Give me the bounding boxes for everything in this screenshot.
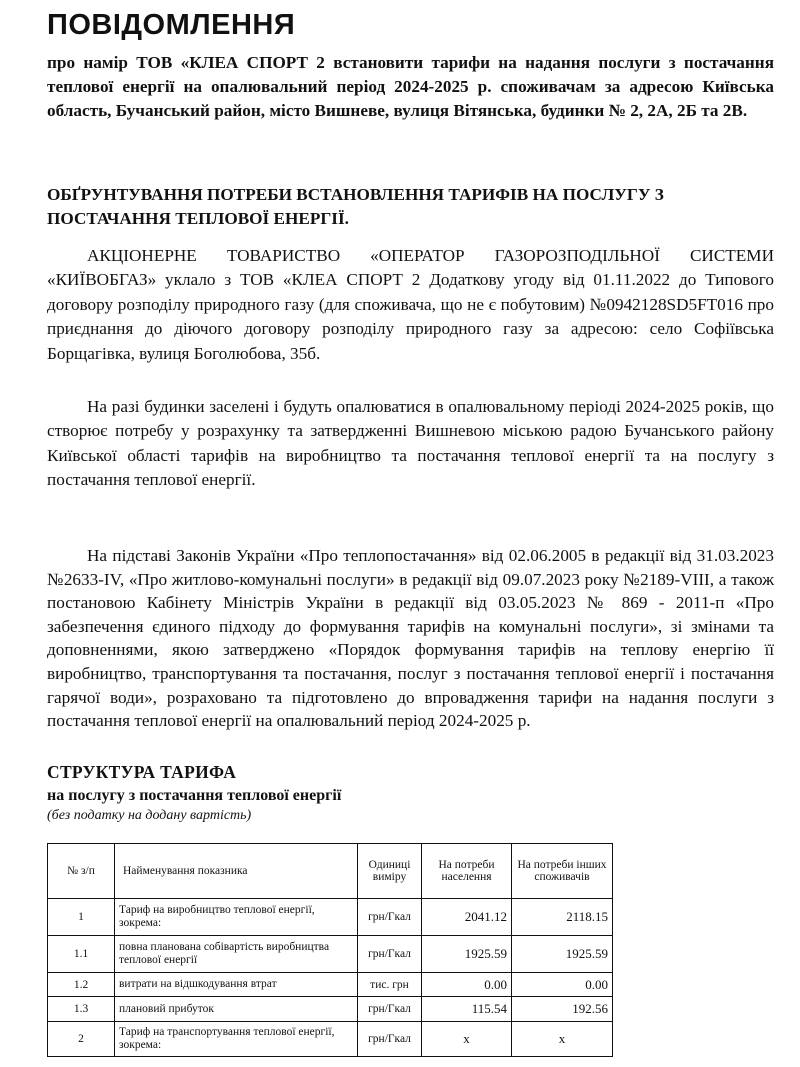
row-population: 0.00: [422, 973, 512, 997]
table-header-row: [48, 844, 613, 899]
table-row: [48, 997, 613, 1022]
row-others: 0.00: [512, 973, 613, 997]
vat-note: (без податку на додану вартість): [47, 808, 252, 823]
justification-heading: ОБҐРУНТУВАННЯ ПОТРЕБИ ВСТАНОВЛЕННЯ ТАРИФІВ НА ПОСЛУГУ З ПОСТАЧАННЯ ТЕПЛОВОЇ ЕНЕРГІЇ.: [47, 185, 664, 228]
structure-subheading: на послугу з постачання теплової енергії: [47, 787, 342, 804]
row-num: 1.1: [48, 936, 115, 973]
document-title: ПОВІДОМЛЕННЯ: [47, 9, 296, 41]
row-others: 1925.59: [512, 936, 613, 973]
row-name: повна планована собівартість виробництва теплової енергії: [115, 936, 358, 973]
header-others: На потреби інших споживачів: [512, 844, 613, 899]
row-unit: тис. грн: [358, 973, 422, 997]
row-unit: грн/Гкал: [358, 899, 422, 936]
paragraph-legal-basis: На підставі Законів України «Про теплопостачання» від 02.06.2005 в редакції від 31.03.2023 №2633-IV, «Про житлово-комунальні послуги» в редакції від 09.07.2023 року №2189-VIII, а також постановою Кабінету Міністрів України в редакції від 03.05.2023 № 869 - 2011-п «Про забезпечення єдиного підходу до формування тарифів на комунальні послуги», зі змінами та доповненнями, якою затверджено «Порядок формування тарифів на теплову енергію її виробництво, транспортування та постачання, послуг з постачання теплової енергії і постачання гарячої води», розраховано та підготовлено до впровадження тарифи на надання послуги з постачання теплової енергії на опалювальний період 2024-2025 р.: [47, 546, 774, 731]
row-name: Тариф на транспортування теплової енергії, зокрема:: [115, 1022, 358, 1057]
row-others: 192.56: [512, 997, 613, 1022]
row-others: 2118.15: [512, 899, 613, 936]
row-population: 1925.59: [422, 936, 512, 973]
row-num: 1.3: [48, 997, 115, 1022]
paragraph-agreement: АКЦІОНЕРНЕ ТОВАРИСТВО «ОПЕРАТОР ГАЗОРОЗПОДІЛЬНОЇ СИСТЕМИ «КИЇВОБГАЗ» уклало з ТОВ «КЛЕА СПОРТ 2 Додаткову угоду від 01.11.2022 до Типового договору розподілу природного газу (для споживача, що не є побутовим) №0942128SD5FT016 про приєднання до діючого договору розподілу природного газу за адресою: село Софіївська Борщагівка, вулиця Боголюбова, 35б.: [47, 246, 774, 363]
intro-paragraph: про намір ТОВ «КЛЕА СПОРТ 2 встановити тарифи на надання послуги з постачання теплової енергії на опалювальний період 2024-2025 р. споживачам за адресою Київська область, Бучанський район, місто Вишневе, вулиця Вітянська, будинки № 2, 2А, 2Б та 2В.: [47, 53, 774, 120]
header-population: На потреби населення: [422, 844, 512, 899]
table-row: [48, 936, 613, 973]
row-unit: грн/Гкал: [358, 1022, 422, 1057]
tariff-table: [47, 843, 613, 1057]
row-population: 115.54: [422, 997, 512, 1022]
header-name: Найменування показника: [115, 844, 358, 899]
structure-heading: СТРУКТУРА ТАРИФА: [47, 762, 237, 782]
row-population: 2041.12: [422, 899, 512, 936]
row-name: плановий прибуток: [115, 997, 358, 1022]
paragraph-need: На разі будинки заселені і будуть опалюватися в опалювальному періоді 2024-2025 років, що створює потребу у розрахунку та затвердженні Вишневою міською радою Бучанського району Київської області тарифів на виробництво та постачання теплової енергії та на послугу з постачання теплової енергії.: [47, 397, 774, 490]
row-num: 1.2: [48, 973, 115, 997]
row-others: x: [512, 1022, 613, 1057]
row-unit: грн/Гкал: [358, 997, 422, 1022]
header-num: № з/п: [48, 844, 115, 899]
header-unit: Одиниці виміру: [358, 844, 422, 899]
row-name: Тариф на виробництво теплової енергії, зокрема:: [115, 899, 358, 936]
table-row: [48, 899, 613, 936]
row-num: 2: [48, 1022, 115, 1057]
row-unit: грн/Гкал: [358, 936, 422, 973]
table-row: [48, 973, 613, 997]
row-name: витрати на відшкодування втрат: [115, 973, 358, 997]
row-population: x: [422, 1022, 512, 1057]
row-num: 1: [48, 899, 115, 936]
table-row: [48, 1022, 613, 1057]
